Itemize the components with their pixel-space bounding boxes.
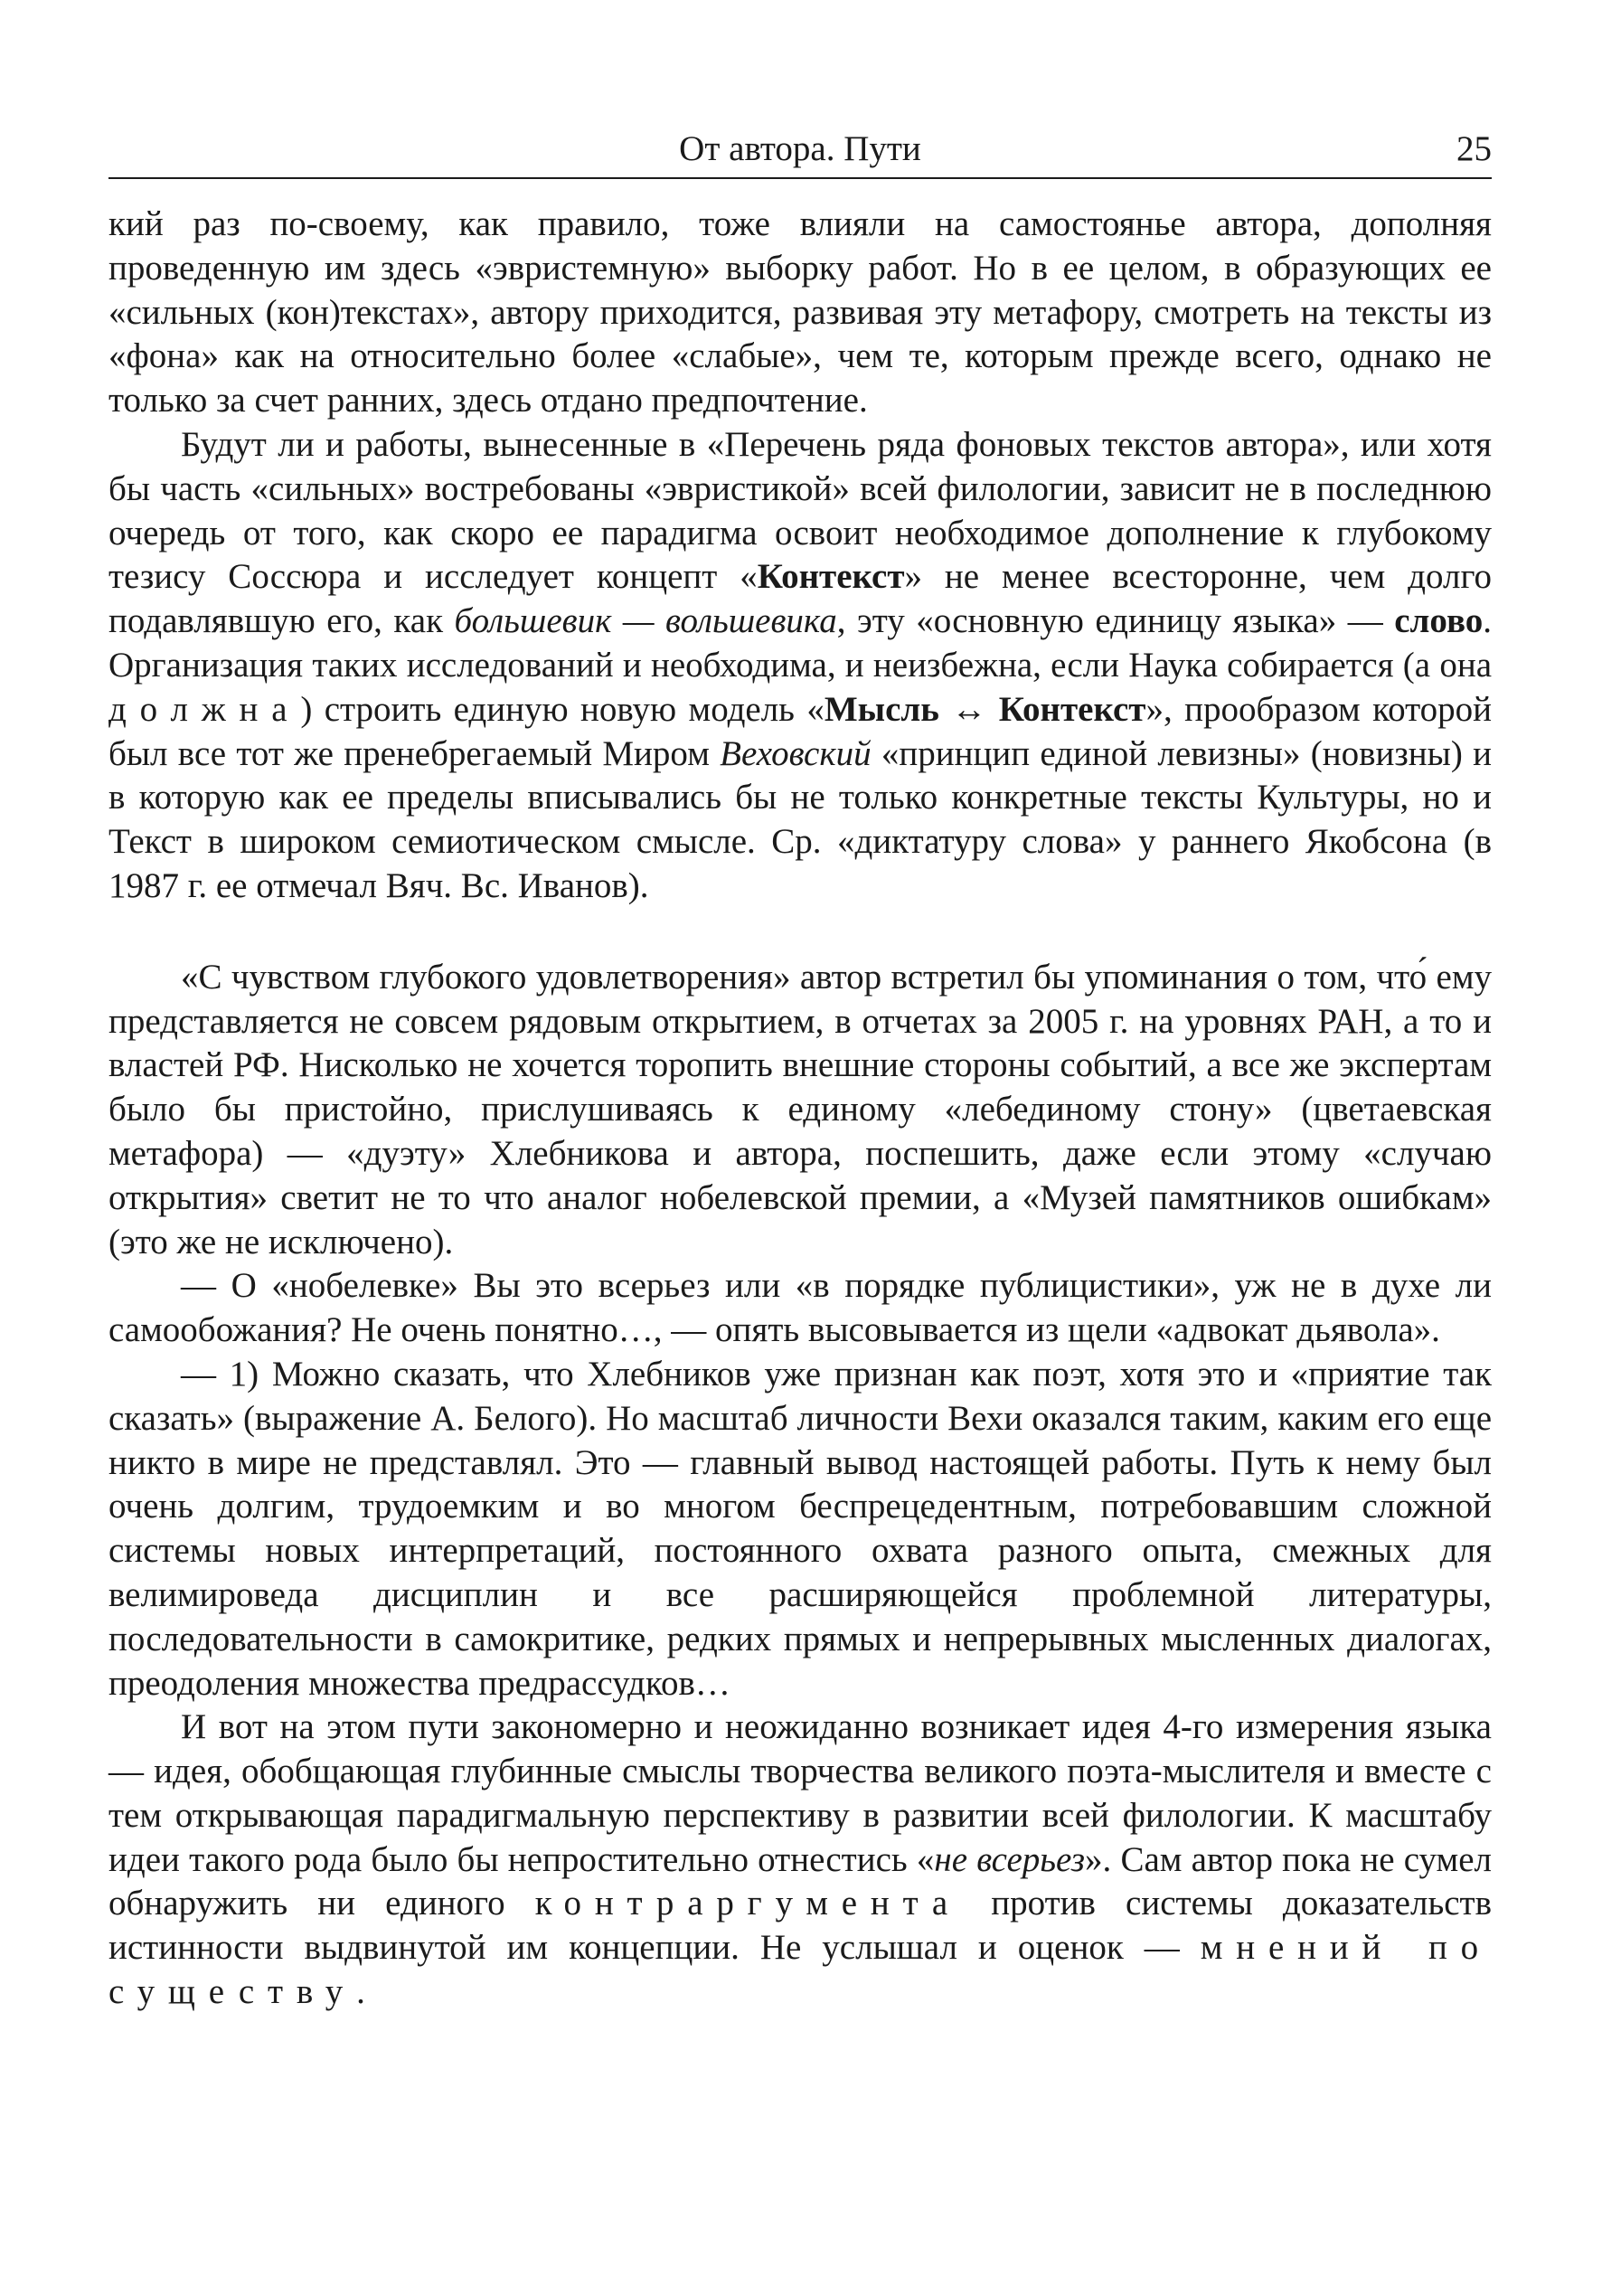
text-run: против системы доказательств истинности выдвинутой им концепции. Не услышал и оценок — bbox=[108, 1884, 1492, 1968]
italic-run: не всерьез bbox=[934, 1839, 1086, 1879]
paragraph-4 bbox=[108, 1264, 1492, 1353]
text-run: », прообразом которой был все тот же пренебрегаемый Миром bbox=[108, 689, 1492, 773]
text-run: «принцип единой левизны» (новизны) и в которую как ее пределы вписывались бы не только конкретные тексты Культуры, но и Текст в широком семиотическом смысле. Ср. «диктатуру слова» у раннего Якобсона (в 1987 г. ее отмечал Вяч. Вс. Иванов). bbox=[108, 733, 1492, 905]
text-run: — 1) Можно сказать, что Хлебников уже признан как поэт, хотя это и «приятие так сказать» (выражение А. Белого). Но масштаб личности Вехи оказался таким, каким его еще никто в мире не представлял. Это — главный вывод настоящей работы. Путь к нему был очень долгим, трудоемким и во многом беспрецедентным, потребовавшим сложной системы новых интерпретаций, постоянного охвата разного опыта, смежных для велимироведа дисциплин и все расширяющейся проблемной литературы, последовательности в самокритике, редких прямых и непрерывных мысленных диалогах, преодоления множества предрассудков… bbox=[108, 1354, 1492, 1703]
text-run: Будут ли и работы, вынесенные в «Перечень ряда фоновых текстов автора», или хотя бы часть «сильных» востребованы «эвристикой» всей филологии, зависит не в последнюю очередь от того, как скоро ее парадигма освоит необходимое дополнение к глубокому тезису Соссюра и исследует концепт « bbox=[108, 424, 1492, 597]
text-run: «С чувством глубокого удовлетворения» автор встретил бы упоминания о том, что́ ему представляется не совсем рядовым открытием, в отчетах за 2005 г. на уровнях РАН, а то и властей РФ. Нисколько не хочется торопить внешние стороны событий, а все же экспертам было бы пристойно, прислушиваясь к единому «лебединому стону» (цветаевская метафора) — «дуэту» Хлебникова и автора, поспешить, даже если этому «случаю открытия» светит не то что аналог нобелевской премии, а «Музей памятников ошибкам» (это же не исключено). bbox=[108, 957, 1492, 1261]
text-run: , эту «основную единицу языка» — bbox=[836, 601, 1395, 641]
paragraph-5 bbox=[108, 1353, 1492, 1705]
book-page bbox=[108, 0, 1492, 2296]
italic-run: большевик — вольшевика bbox=[454, 601, 837, 641]
text-run: ». Сам автор пока не сумел обнаружить ни единого bbox=[108, 1839, 1492, 1923]
bold-run: Мысль ↔ Контекст bbox=[824, 689, 1146, 729]
spaced-emphasis-run: мнений по существу bbox=[108, 1928, 1493, 2012]
italic-run: Веховский bbox=[720, 733, 872, 773]
paragraph-3 bbox=[108, 956, 1492, 1265]
text-run: ) строить единую новую модель « bbox=[300, 689, 825, 729]
body-text bbox=[108, 203, 1492, 2015]
bold-run: слово bbox=[1394, 601, 1484, 641]
paragraph-6 bbox=[108, 1705, 1492, 2015]
running-header bbox=[108, 127, 1492, 179]
text-run: кий раз по-своему, как правило, тоже влияли на самостоянье автора, дополняя проведенную им здесь «эвристемную» выборку работ. Но в ее целом, в образующих ее «сильных (кон)текстах», автору приходится, развивая эту метафору, смотреть на тексты из «фона» как на относительно более «слабые», чем те, которым прежде всего, однако не только за счет ранних, здесь отдано предпочтение. bbox=[108, 204, 1492, 420]
text-run: . Организация таких исследований и необходима, и неизбежна, если Наука собирается (а она bbox=[108, 601, 1492, 685]
paragraph-2 bbox=[108, 423, 1492, 909]
page-number: 25 bbox=[1456, 129, 1492, 168]
text-run: И вот на этом пути закономерно и неожиданно возникает идея 4-го измерения языка — идея, обобщающая глубинные смыслы творчества великого поэта-мыслителя и вместе с тем открывающая парадигмальную перспективу в развитии всей филологии. К масштабу идеи такого рода было бы непростительно отнестись « bbox=[108, 1707, 1492, 1879]
text-run: » не менее всесторонне, чем долго подавлявшую его, как bbox=[108, 557, 1492, 641]
spaced-emphasis-run: контраргумента bbox=[534, 1884, 962, 1923]
running-title: От автора. Пути bbox=[679, 129, 921, 168]
paragraph-1 bbox=[108, 203, 1492, 423]
bold-run: Контекст bbox=[757, 557, 905, 597]
text-run: — О «нобелевке» Вы это всерьез или «в порядке публицистики», уж не в духе ли самообожания? Не очень понятно…, — опять высовывается из щели «адвокат дьявола». bbox=[108, 1266, 1492, 1350]
spaced-emphasis-run: должна bbox=[108, 689, 301, 729]
text-run: . bbox=[356, 1972, 365, 2012]
